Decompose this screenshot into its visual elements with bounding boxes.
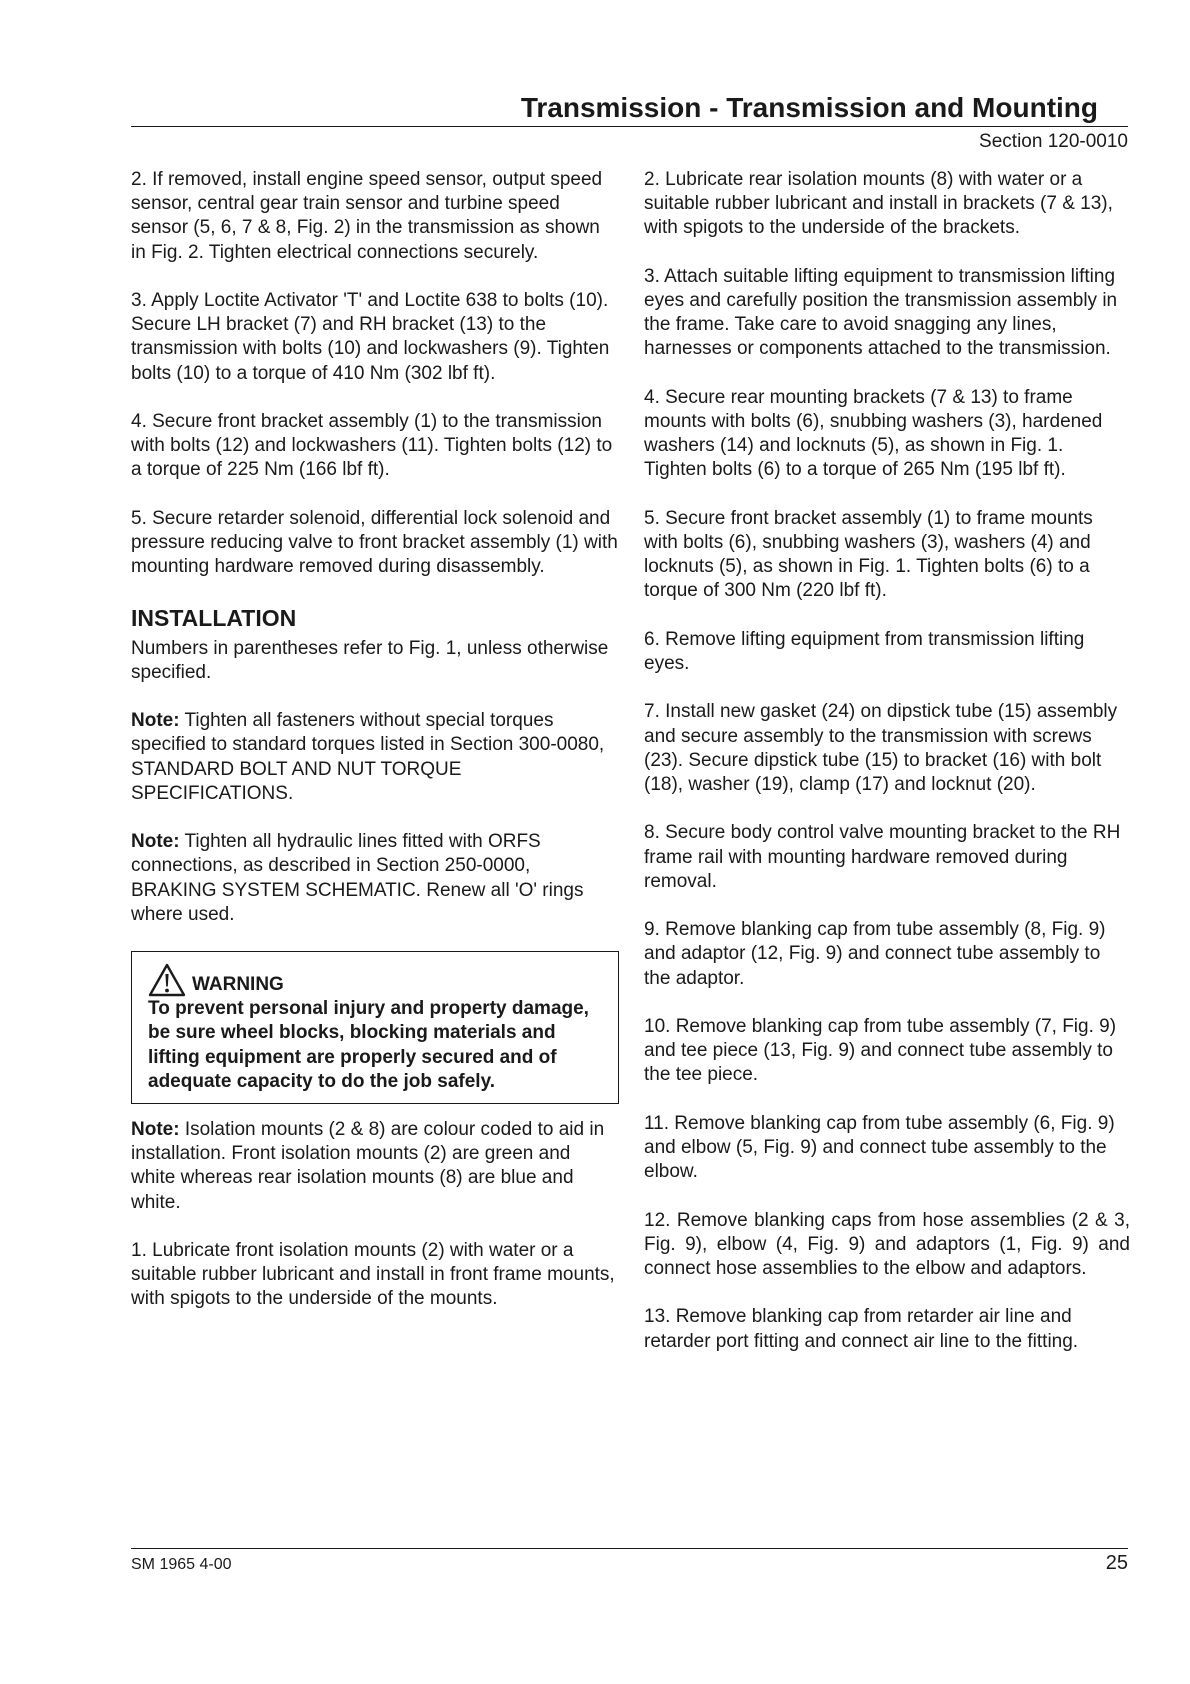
install-step-8: 8. Secure body control valve mounting bracket to the RH frame rail with mounting hardware removed during removal. (644, 822, 1121, 892)
install-step-12: 12. Remove blanking caps from hose assemblies (2 & 3, Fig. 9), elbow (4, Fig. 9) and adaptors (1, Fig. 9) and connect hose assemblies to the elbow and adaptors. (644, 1209, 1130, 1279)
warning-header (148, 963, 602, 997)
note-text: Tighten all fasteners without special torques specified to standard torques listed in Section 300-0080, STANDARD BOLT AND NUT TORQUE SPECIFICATIONS. (131, 710, 605, 804)
page-title: Transmission - Transmission and Mounting (520, 92, 1098, 123)
note-orfs-connections (131, 830, 619, 927)
note-label: Note: (131, 831, 180, 853)
page-number: 25 (1105, 1552, 1128, 1574)
left-step-4: 4. Secure front bracket assembly (1) to the transmission with bolts (12) and lockwashers (11). Tighten bolts (12) to a torque of 225 Nm (166 lbf ft). (131, 411, 613, 481)
note-label: Note: (131, 1119, 180, 1140)
note-text: Tighten all hydraulic lines fitted with ORFS connections, as described in Section 250-0000, BRAKING SYSTEM SCHEMATIC. Renew all 'O' rings where used. (131, 831, 584, 925)
install-step-3: 3. Attach suitable lifting equipment to transmission lifting eyes and carefully position the transmission assembly in the frame. Take care to avoid snagging any lines, harnesses or components attached to the transmission. (644, 265, 1118, 360)
warning-box (131, 951, 619, 1104)
install-step-5: 5. Secure front bracket assembly (1) to frame mounts with bolts (6), snubbing washers (3), washers (4) and locknuts (5), as shown in Fig. 1. Tighten bolts (6) to a torque of 300 Nm (220 lbf ft). (644, 507, 1093, 602)
install-step-1: 1. Lubricate front isolation mounts (2) with water or a suitable rubber lubricant and install in front frame mounts, with spigots to the underside of the mounts. (131, 1240, 615, 1310)
install-step-9: 9. Remove blanking cap from tube assembly (8, Fig. 9) and adaptor (12, Fig. 9) and connect tube assembly to the adaptor. (644, 919, 1106, 989)
install-step-2: 2. Lubricate rear isolation mounts (8) with water or a suitable rubber lubricant and install in brackets (7 & 13), with spigots to the underside of the brackets. (644, 169, 1113, 239)
warning-triangle-icon (148, 963, 186, 997)
install-step-7: 7. Install new gasket (24) on dipstick tube (15) assembly and secure assembly to the transmission with screws (23). Secure dipstick tube (15) to bracket (16) with bolt (18), washer (19), clamp (17) and locknut (20). (644, 701, 1118, 795)
right-column (644, 168, 1130, 1378)
note-isolation-mounts (131, 1118, 619, 1215)
left-step-2: 2. If removed, install engine speed sensor, output speed sensor, central gear train sensor and turbine speed sensor (5, 6, 7 & 8, Fig. 2) in the transmission as shown in Fig. 2. Tighten electrical connections securely. (131, 169, 603, 263)
left-column (131, 168, 619, 1336)
footer-divider (131, 1548, 1128, 1549)
left-step-3: 3. Apply Loctite Activator 'T' and Loctite 638 to bolts (10). Secure LH bracket (7) and RH bracket (13) to the transmission with bolts (10) and lockwashers (9). Tighten bolts (10) to a torque of 410 Nm (302 lbf ft). (131, 290, 610, 384)
warning-label: WARNING (192, 973, 284, 995)
document-code: SM 1965 4-00 (131, 1556, 232, 1573)
left-step-5: 5. Secure retarder solenoid, differential lock solenoid and pressure reducing valve to front bracket assembly (1) with mounting hardware removed during disassembly. (131, 507, 618, 578)
header-divider (131, 126, 1128, 127)
installation-intro: Numbers in parentheses refer to Fig. 1, unless otherwise specified. (131, 637, 609, 683)
note-text: Isolation mounts (2 & 8) are colour coded to aid in installation. Front isolation mounts (2) are green and white whereas rear isolation mounts (8) are blue and white. (131, 1119, 605, 1213)
section-number: Section 120-0010 (979, 131, 1128, 152)
installation-heading: INSTALLATION (131, 604, 297, 631)
note-standard-torques (131, 709, 619, 806)
install-step-11: 11. Remove blanking cap from tube assembly (6, Fig. 9) and elbow (5, Fig. 9) and connect tube assembly to the elbow. (644, 1112, 1115, 1183)
install-step-10: 10. Remove blanking cap from tube assembly (7, Fig. 9) and tee piece (13, Fig. 9) and connect tube assembly to the tee piece. (644, 1015, 1117, 1086)
install-step-4: 4. Secure rear mounting brackets (7 & 13) to frame mounts with bolts (6), snubbing washers (3), hardened washers (14) and locknuts (5), as shown in Fig. 1. Tighten bolts (6) to a torque of 265 Nm (195 lbf ft). (644, 386, 1103, 481)
warning-text: To prevent personal injury and property damage, be sure wheel blocks, blocking materials and lifting equipment are properly secured and of adequate capacity to do the job safely. (148, 998, 589, 1092)
note-label: Note: (131, 710, 180, 732)
install-step-6: 6. Remove lifting equipment from transmission lifting eyes. (644, 628, 1085, 674)
install-step-13: 13. Remove blanking cap from retarder air line and retarder port fitting and connect air line to the fitting. (644, 1306, 1079, 1352)
